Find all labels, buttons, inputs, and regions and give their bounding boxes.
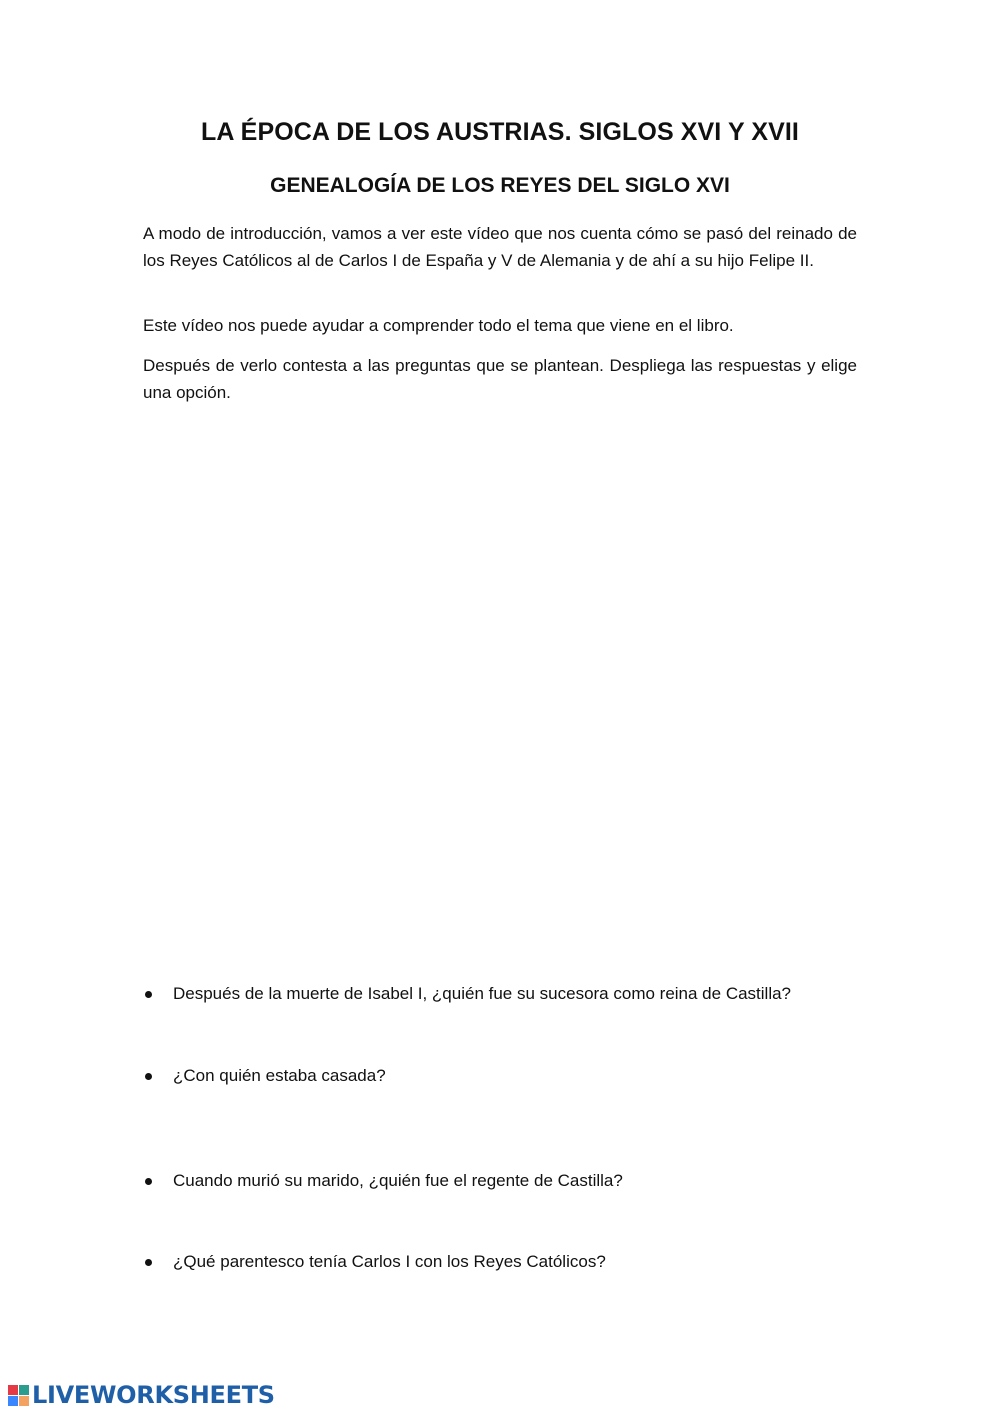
page-title: LA ÉPOCA DE LOS AUSTRIAS. SIGLOS XVI Y XVII xyxy=(201,118,799,146)
question-item xyxy=(143,1249,857,1275)
instructions-paragraph: Después de verlo contesta a las preguntas que se plantean. Despliega las respuestas y elige una opción. xyxy=(143,356,857,402)
bullet-icon xyxy=(145,1178,152,1185)
question-text: ¿Qué parentesco tenía Carlos I con los Reyes Católicos? xyxy=(173,1252,606,1271)
question-text: ¿Con quién estaba casada? xyxy=(173,1066,386,1085)
question-item xyxy=(143,1063,857,1089)
logo-text: LIVEWORKSHEETS xyxy=(32,1381,275,1409)
bullet-icon xyxy=(145,1259,152,1266)
question-item xyxy=(143,1168,857,1194)
bullet-icon xyxy=(145,1073,152,1080)
liveworksheets-logo[interactable] xyxy=(8,1382,275,1408)
question-item xyxy=(143,981,857,1007)
liveworksheets-logo-icon xyxy=(8,1385,29,1406)
section-subtitle: GENEALOGÍA DE LOS REYES DEL SIGLO XVI xyxy=(270,174,730,197)
question-text: Después de la muerte de Isabel I, ¿quién fue su sucesora como reina de Castilla? xyxy=(173,984,792,1003)
bullet-icon xyxy=(145,991,152,998)
video-embed-area[interactable] xyxy=(143,420,857,960)
helper-paragraph: Este vídeo nos puede ayudar a comprender todo el tema que viene en el libro. xyxy=(143,316,734,335)
intro-paragraph: A modo de introducción, vamos a ver este vídeo que nos cuenta cómo se pasó del reinado de los Reyes Católicos al de Carlos I de España y V de Alemania y de ahí a su hijo Felipe II. xyxy=(143,224,857,270)
question-text: Cuando murió su marido, ¿quién fue el regente de Castilla? xyxy=(173,1171,623,1190)
